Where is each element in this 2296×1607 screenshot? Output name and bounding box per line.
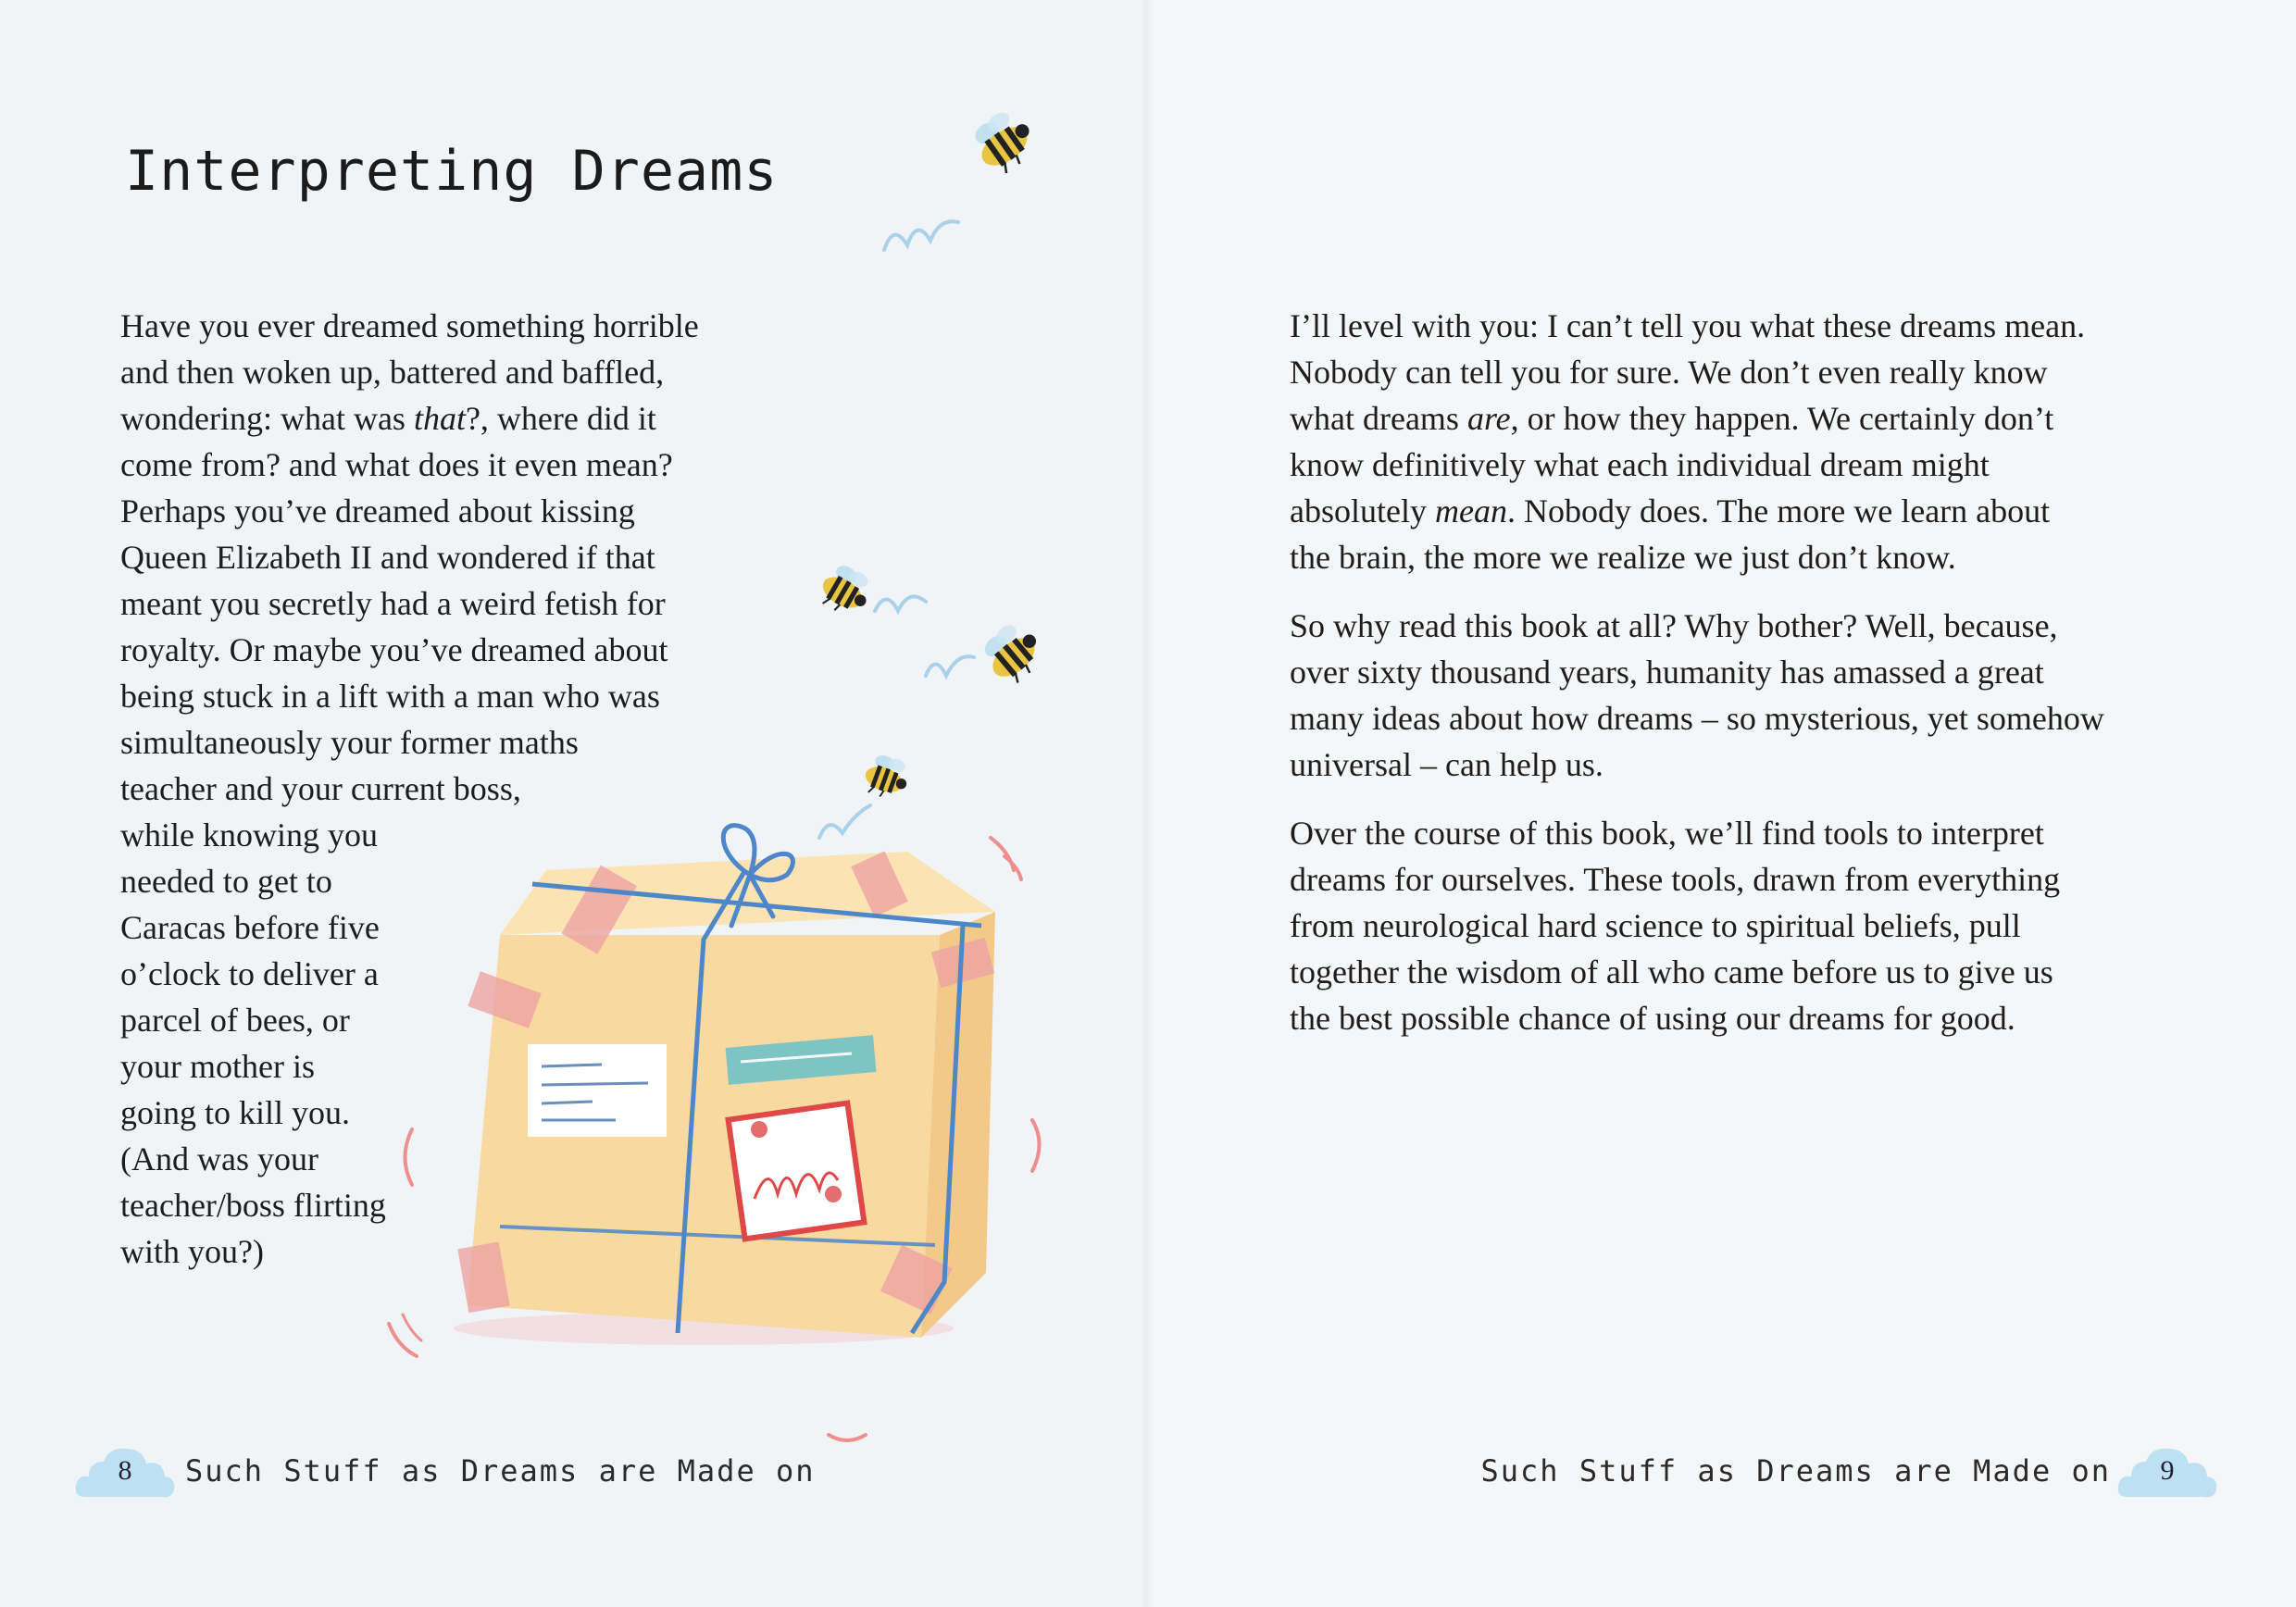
text-line: over sixty thousand years, humanity has amassed a great: [1290, 654, 2044, 691]
text-line: what dreams are, or how they happen. We certainly don’t: [1290, 400, 2054, 437]
paragraph: [1290, 603, 2215, 788]
text-line: I’ll level with you: I can’t tell you what these dreams mean.: [1290, 307, 2086, 344]
left-body-text: [120, 303, 787, 1275]
text-line: royalty. Or maybe you’ve dreamed about: [120, 631, 668, 668]
page-number-left: 8: [118, 1455, 132, 1486]
text-line: So why read this book at all? Why bother? Well, because,: [1290, 607, 2058, 644]
text-line: Queen Elizabeth II and wondered if that: [120, 539, 655, 576]
footer-book-title-left: Such Stuff as Dreams are Made on: [185, 1453, 816, 1489]
text-line: with you?): [120, 1233, 264, 1270]
text-line: Caracas before five: [120, 909, 380, 946]
text-line: meant you secretly had a weird fetish for: [120, 585, 666, 622]
right-body-text: [1290, 303, 2215, 1064]
text-line: together the wisdom of all who came before us to give us: [1290, 953, 2053, 990]
text-line: absolutely mean. Nobody does. The more we learn about: [1290, 492, 2051, 529]
text-line: teacher and your current boss,: [120, 770, 521, 807]
text-line: going to kill you.: [120, 1094, 351, 1131]
text-line: from neurological hard science to spiritual beliefs, pull: [1290, 907, 2021, 944]
text-line: Nobody can tell you for sure. We don’t even really know: [1290, 354, 2048, 391]
footer-book-title-right: Such Stuff as Dreams are Made on: [1480, 1453, 2111, 1489]
text-line: Have you ever dreamed something horrible: [120, 307, 699, 344]
text-line: the best possible chance of using our dreams for good.: [1290, 1000, 2015, 1037]
text-line: while knowing you: [120, 816, 378, 853]
text-line: parcel of bees, or: [120, 1002, 350, 1039]
text-line: teacher/boss flirting: [120, 1187, 386, 1224]
text-line: o’clock to deliver a: [120, 955, 379, 992]
text-line: and then woken up, battered and baffled,: [120, 354, 665, 391]
text-line: wondering: what was that?, where did it: [120, 400, 656, 437]
book-gutter: [1141, 0, 1154, 1607]
text-line: many ideas about how dreams – so mysterious, yet somehow: [1290, 700, 2104, 737]
text-line: Over the course of this book, we’ll find tools to interpret: [1290, 815, 2044, 852]
text-line: dreams for ourselves. These tools, drawn from everything: [1290, 861, 2061, 898]
paragraph: [1290, 303, 2215, 580]
text-line: come from? and what does it even mean?: [120, 446, 673, 483]
text-line: being stuck in a lift with a man who was: [120, 678, 660, 715]
page-title: Interpreting Dreams: [125, 139, 779, 204]
text-line: universal – can help us.: [1290, 746, 1603, 783]
text-line: (And was your: [120, 1140, 318, 1177]
text-line: your mother is: [120, 1048, 315, 1085]
paragraph: [1290, 810, 2215, 1041]
text-line: simultaneously your former maths: [120, 724, 579, 761]
text-line: needed to get to: [120, 863, 332, 900]
text-line: know definitively what each individual dream might: [1290, 446, 1990, 483]
text-line: Perhaps you’ve dreamed about kissing: [120, 492, 635, 529]
text-line: the brain, the more we realize we just don’t know.: [1290, 539, 1956, 576]
page-number-right: 9: [2160, 1455, 2175, 1486]
